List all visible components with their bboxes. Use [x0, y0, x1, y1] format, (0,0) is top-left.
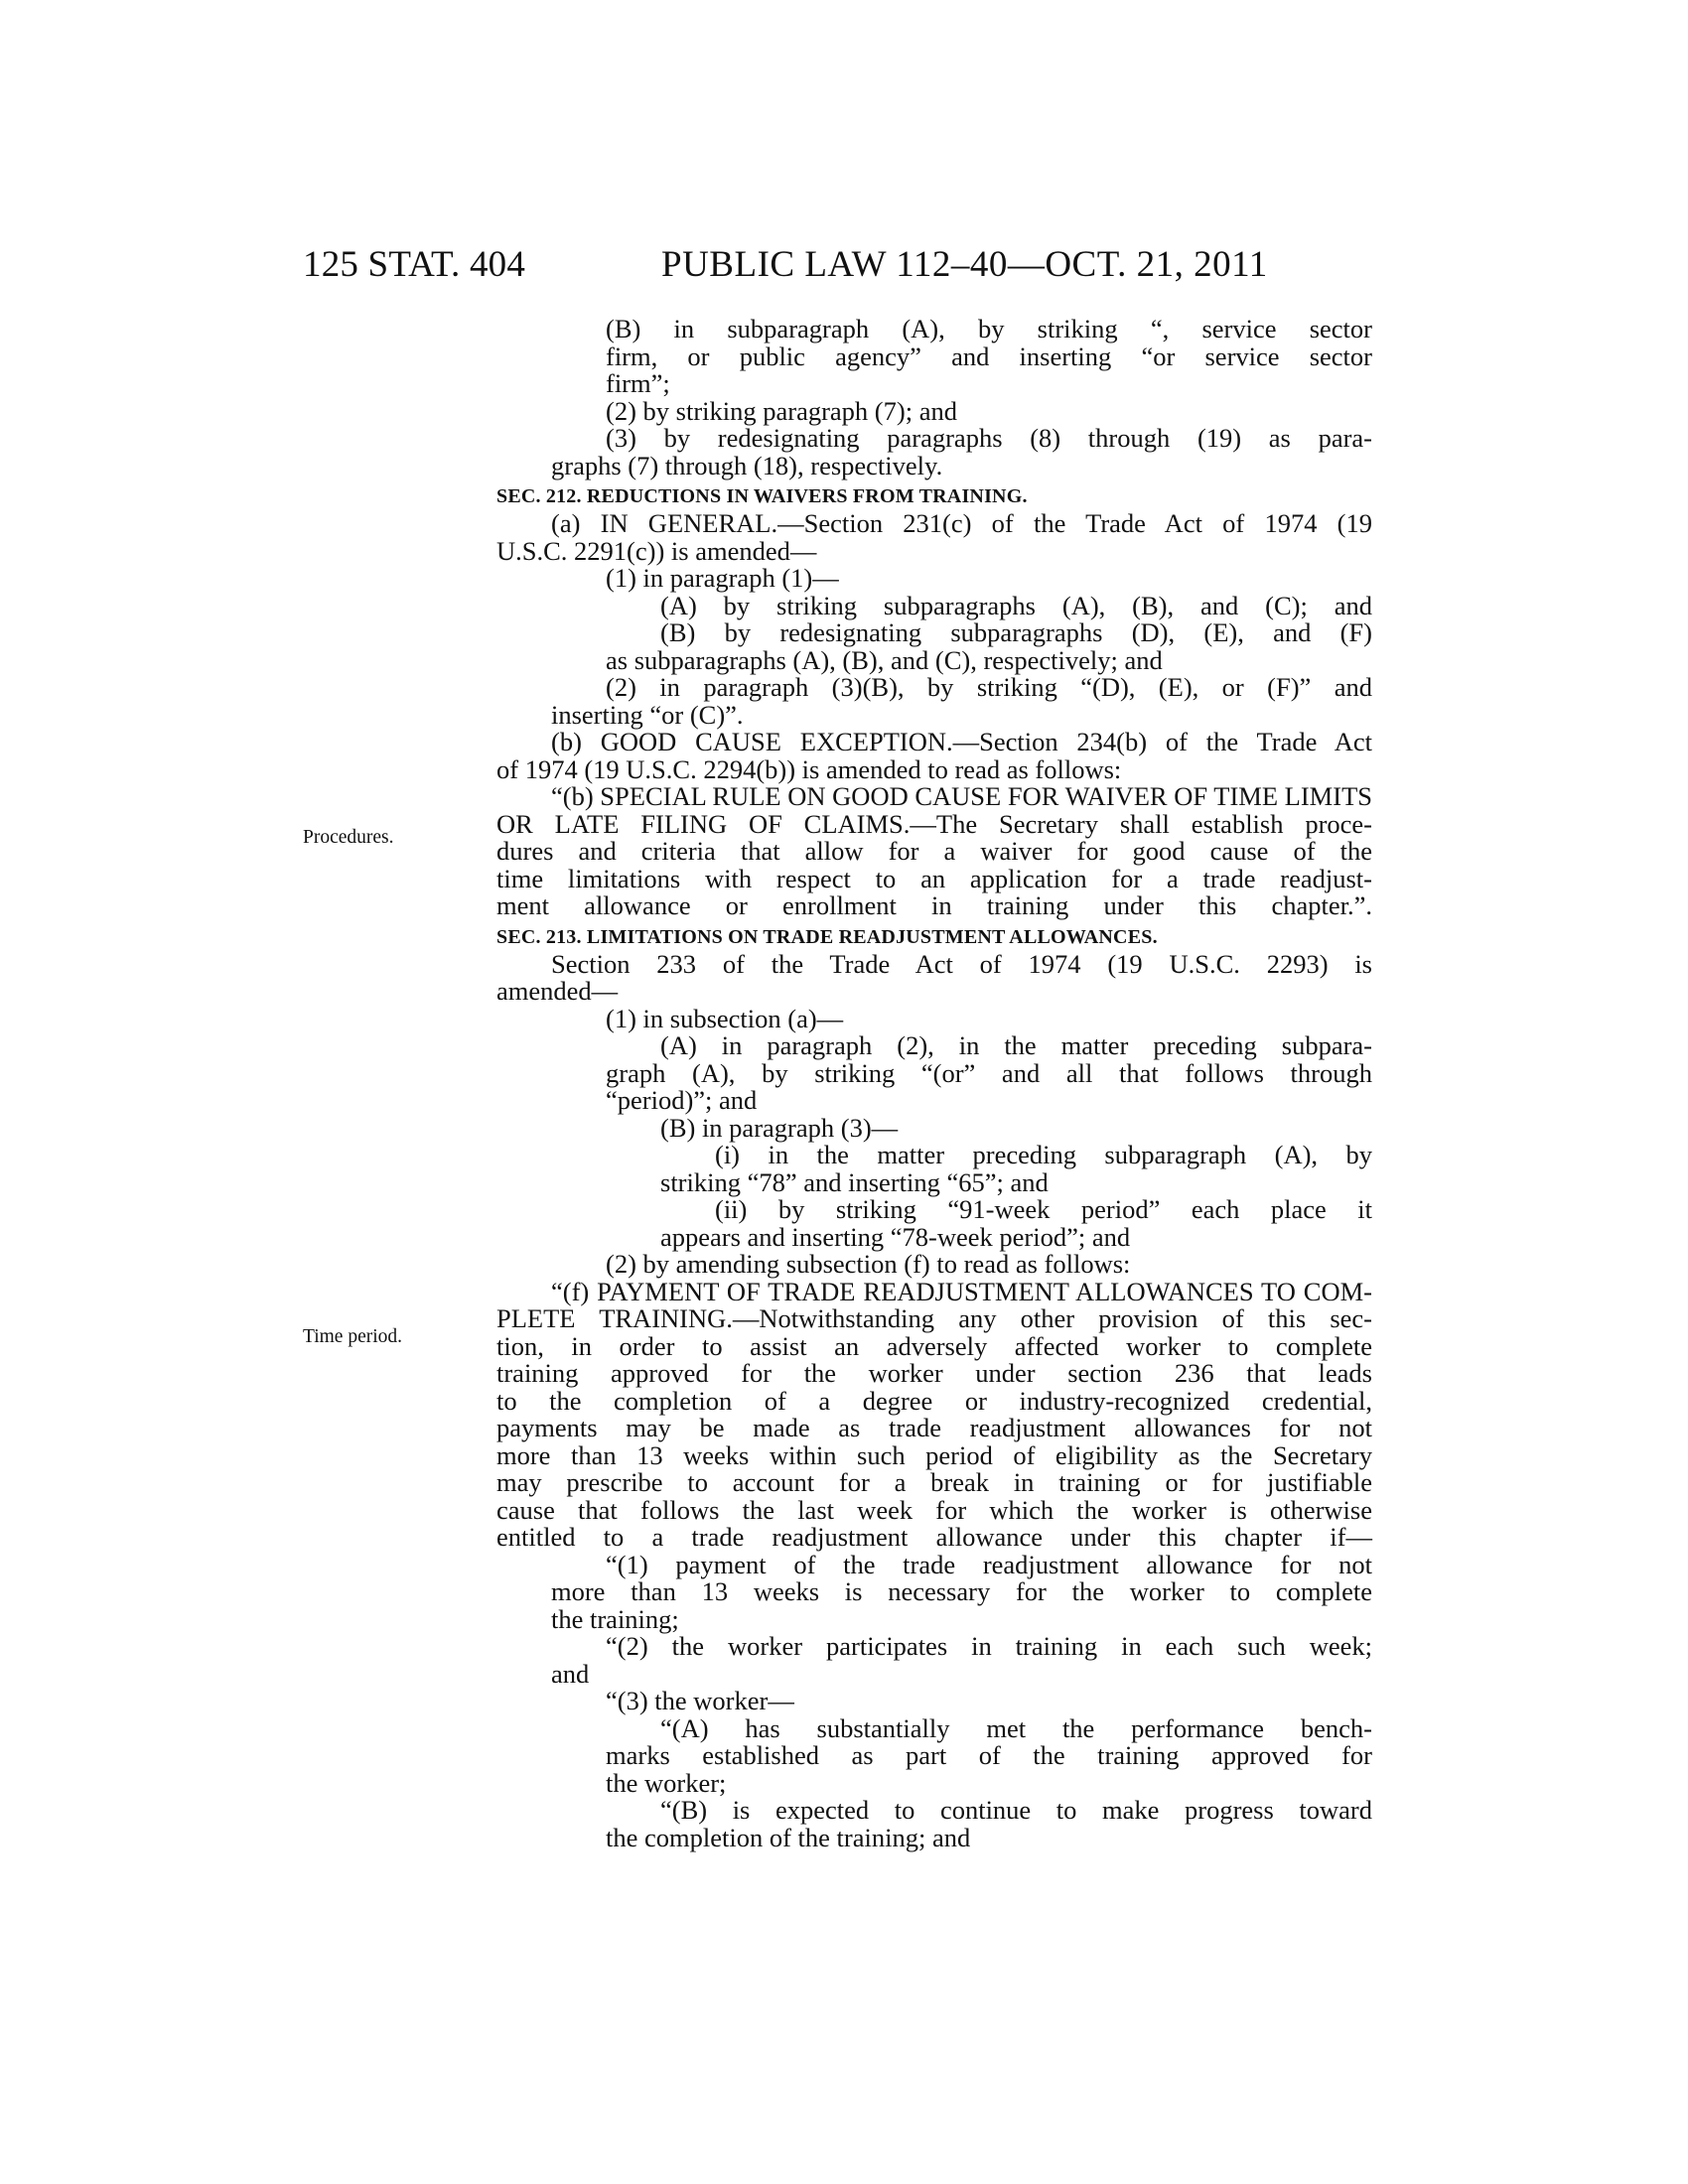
text-line: PLETE TRAINING.—Notwithstanding any other provision of this sec- — [496, 1303, 1372, 1333]
text-line: (i) in the matter preceding subparagraph (A), by — [715, 1140, 1372, 1169]
text-line: entitled to a trade readjustment allowance under this chapter if— — [496, 1522, 1372, 1552]
text-line: payments may be made as trade readjustment allowances for not — [496, 1413, 1372, 1442]
page-header-title: PUBLIC LAW 112–40—OCT. 21, 2011 — [661, 244, 1268, 285]
text-line: ment allowance or enrollment in training under this chapter.”. — [496, 890, 1372, 920]
text-line: (1) in subsection (a)— — [606, 1003, 844, 1033]
text-line: dures and criteria that allow for a waiver for good cause of the — [496, 836, 1372, 866]
text-line: (2) by striking paragraph (7); and — [606, 395, 957, 426]
text-line: tion, in order to assist an adversely affected worker to complete — [496, 1330, 1372, 1361]
text-line: (2) by amending subsection (f) to read as follows: — [606, 1249, 1131, 1279]
text-line: (B) by redesignating subparagraphs (D), (E), and (F) — [660, 617, 1372, 647]
text-line: “(f) PAYMENT OF TRADE READJUSTMENT ALLOWANCES TO COM- — [551, 1276, 1372, 1306]
text-line: amended— — [496, 976, 619, 1006]
text-line: Section 233 of the Trade Act of 1974 (19 U.S.C. 2293) is — [551, 948, 1372, 979]
text-line: U.S.C. 2291(c)) is amended— — [496, 535, 817, 566]
text-line: to the completion of a degree or industry-recognized credential, — [496, 1385, 1372, 1416]
margin-note-procedures: Procedures. — [303, 827, 394, 848]
text-line: (2) in paragraph (3)(B), by striking “(D), (E), or (F)” and — [606, 672, 1372, 702]
text-line: the training; — [551, 1603, 679, 1634]
section-heading-213: SEC. 213. LIMITATIONS ON TRADE READJUSTMENT ALLOWANCES. — [496, 925, 1158, 948]
text-line: “(b) SPECIAL RULE ON GOOD CAUSE FOR WAIVER OF TIME LIMITS — [551, 781, 1372, 811]
text-line: marks established as part of the training approved for — [606, 1740, 1372, 1770]
text-line: graph (A), by striking “(or” and all that follows through — [606, 1057, 1372, 1088]
text-line: (ii) by striking “91-week period” each place it — [715, 1194, 1372, 1224]
text-line: cause that follows the last week for which the worker is otherwise — [496, 1494, 1372, 1525]
text-line: firm”; — [606, 368, 670, 398]
text-line: “(B) is expected to continue to make progress toward — [660, 1795, 1372, 1825]
text-line: inserting “or (C)”. — [551, 699, 744, 730]
margin-note-time-period: Time period. — [303, 1326, 403, 1347]
text-line: and — [551, 1658, 590, 1689]
text-line: firm, or public agency” and inserting “or service sector — [606, 341, 1372, 371]
text-line: (1) in paragraph (1)— — [606, 563, 839, 593]
text-line: training approved for the worker under section 236 that leads — [496, 1358, 1372, 1388]
text-line: (B) in subparagraph (A), by striking “, service sector — [606, 314, 1372, 343]
text-line: “(2) the worker participates in training in each such week; — [606, 1631, 1372, 1661]
document-body — [496, 316, 1372, 1851]
text-line: “(3) the worker— — [606, 1686, 794, 1715]
text-line: (A) by striking subparagraphs (A), (B), and (C); and — [660, 590, 1372, 620]
text-line: appears and inserting “78-week period”; and — [660, 1221, 1131, 1252]
text-line: “(A) has substantially met the performance bench- — [660, 1712, 1372, 1743]
text-line: (a) IN GENERAL.—Section 231(c) of the Trade Act of 1974 (19 — [551, 508, 1372, 538]
section-heading-212: SEC. 212. REDUCTIONS IN WAIVERS FROM TRAINING. — [496, 485, 1028, 507]
text-line: OR LATE FILING OF CLAIMS.—The Secretary shall establish proce- — [496, 808, 1372, 839]
text-line: may prescribe to account for a break in training or for justifiable — [496, 1467, 1372, 1497]
text-line: of 1974 (19 U.S.C. 2294(b)) is amended to read as follows: — [496, 753, 1122, 784]
text-line: (b) GOOD CAUSE EXCEPTION.—Section 234(b) of the Trade Act — [551, 727, 1372, 756]
text-line: more than 13 weeks is necessary for the worker to complete — [551, 1576, 1372, 1606]
text-line: (A) in paragraph (2), in the matter preceding subpara- — [660, 1030, 1372, 1060]
text-line: “period)”; and — [606, 1085, 758, 1115]
text-line: the worker; — [606, 1767, 727, 1798]
text-line: as subparagraphs (A), (B), and (C), respectively; and — [606, 644, 1163, 675]
text-line: (3) by redesignating paragraphs (8) through (19) as para- — [606, 423, 1372, 453]
text-line: striking “78” and inserting “65”; and — [660, 1166, 1049, 1197]
stat-reference: 125 STAT. 404 — [303, 244, 526, 285]
text-line: more than 13 weeks within such period of eligibility as the Secretary — [496, 1439, 1372, 1470]
text-line: graphs (7) through (18), respectively. — [551, 450, 943, 480]
text-line: the completion of the training; and — [606, 1822, 971, 1852]
text-line: (B) in paragraph (3)— — [660, 1112, 899, 1143]
text-line: time limitations with respect to an application for a trade readjust- — [496, 863, 1372, 893]
text-line: “(1) payment of the trade readjustment allowance for not — [606, 1549, 1372, 1579]
